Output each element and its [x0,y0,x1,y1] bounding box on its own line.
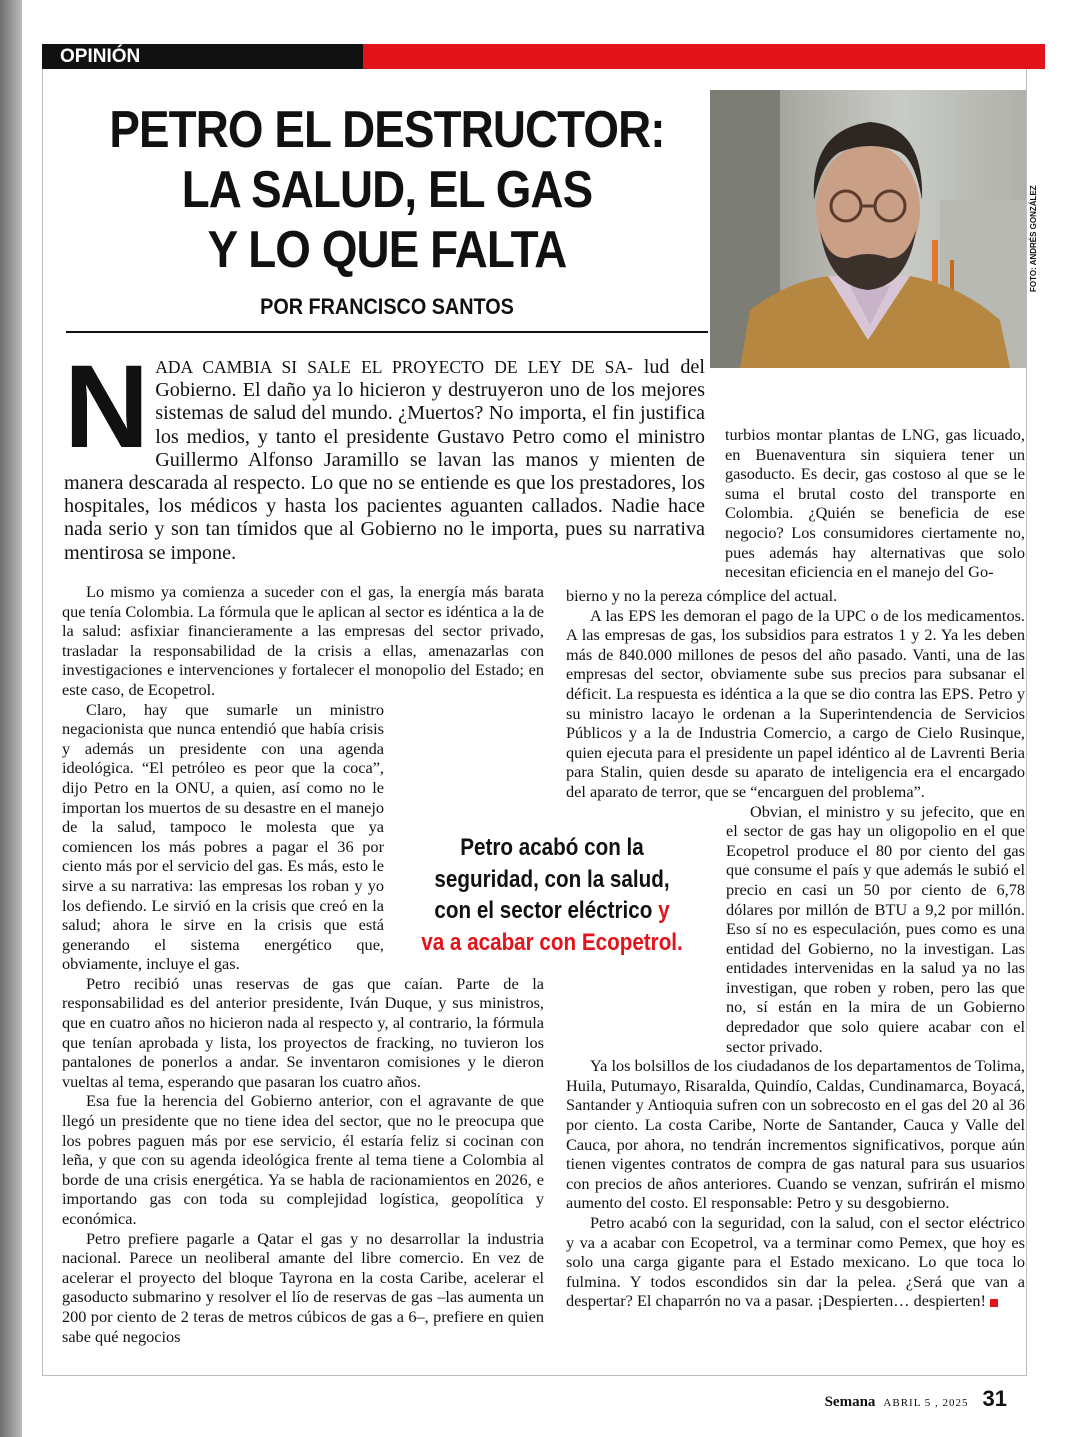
lead-text: lud del Gobierno. El daño ya lo hicieron y destruyeron uno de los mejores sistemas de salud del mundo. ¿Muertos? No importa, el fin justifica los medios, y tanto el presidente Gustavo Petro como el ministro Guillermo Alfonso Jaramillo se lavan las manos y mienten de manera descarada al respecto. Lo que no se entiende es que los prestadores, los hospitales, los médicos y hasta los pacientes aguanten callados. Nadie hace nada serio y son tan tímidos que al Gobierno no le importa, pues su narrativa mentirosa se impone. [64,356,706,564]
lead-small-caps: ADA CAMBIA SI SALE EL PROYECTO DE LEY DE SA- [155,357,633,377]
col1-paragraph-2: Claro, hay que sumarle un ministro negacionista que nunca entendió que había crisis y además un presidente con una agenda ideológica. “El petróleo es peor que la coca”, dijo Petro en la ONU, a quien, así como no le importan los muertos de su desastre en el manejo de la salud, tampoco le molesta que ya comiencen los más pobres a pagar el 36 por ciento más por el servicio del gas. Es más, esto le sirve a su narrativa: las empresas los roban y yo los defiendo. Le sirvió en la crisis que creó en la salud; ahora le sirve en la crisis que está generando el sistema energético que, obviamente, incluye el gas. [62,699,384,974]
magazine-page [22,0,1077,1437]
lead-paragraph [64,341,706,565]
col2-paragraph-2: Obvian, el ministro y su jefecito, que en el sector de gas hay un oligopolio en el que Ecopetrol produce el 80 por ciento del gas que consume el país y que además le subió el precio en casi un 50 por ciento de 6,78 dólares por millón de BTU a 9,2 por millón. Eso sí no es especulación, pues como es una entidad del Gobierno, no la investigan. Las entidades intervenidas en la salud ya no las investigan, que roben y roben, pero las que no, sí están en la mira de un Gobierno depredador que solo quiere acabar con el sector privado. [726,801,1025,1056]
column-2 [566,586,1025,1311]
section-header-bar [42,44,1045,69]
col2-paragraph-4-text: Petro acabó con la seguridad, con la salud, con el sector eléctrico y va a acabar con Ecopetrol, va a terminar como Pemex, que hoy es solo una carga gigante para el Estado mexicano. Lo que toca lo fulmina. Y todos escondidos sin dar la pelea. ¿Será que van a despertar? El chaparrón no va a pasar. ¡Despierten… despierten! [566,1213,1025,1311]
column-2-top: turbios montar plantas de LNG, gas licuado, en Buenaventura sin siquiera tener un gasoducto. Es decir, gas costoso al que se le suma el brutal costo del transporte en Colombia. ¿Quién se beneficia de ese negocio? Los consumidores ciertamente no, pues además hay alternativas que solo necesitan eficiencia en el manejo del Go- [725,425,1025,582]
section-accent-bar [363,44,1045,69]
page-footer [825,1386,1007,1412]
col1-paragraph-5: Petro prefiere pagarle a Qatar el gas y no desarrollar la industria nacional. Parece un neoliberal amante del libre comercio. En vez de acelerar el proyecto del bloque Tayrona en la costa Caribe, acelerar el gasoducto submarino y resolver el lío de reservas de gas –las aumenta un 200 por ciento de 2 teras de metros cúbicos de gas a 6–, prefiere en quien sabe qué negocios [62,1228,544,1346]
drop-cap: N [64,341,150,473]
pull-quote-line-1: Petro acabó con la [460,834,644,861]
magazine-name: Semana [824,1394,876,1410]
headline-rule [66,331,708,333]
page-number: 31 [982,1386,1007,1411]
end-mark-icon [990,1299,998,1307]
author-photo [710,90,1026,368]
pull-quote-line-2: seguridad, con la salud, [434,865,670,893]
byline: POR FRANCISCO SANTOS [260,294,514,319]
headline-line-3: Y LO QUE FALTA [207,221,567,279]
col2-paragraph-3: Ya los bolsillos de los ciudadanos de los departamentos de Tolima, Huila, Putumayo, Risaralda, Quindío, Caldas, Cundinamarca, Boyacá, Santander y Antioquia sufren con un sobrecosto en el gas del 20 al 36 por ciento. La costa Caribe, Norte de Santander, Cauca y Valle del Cauca, por ahora, no tendrán incrementos significativos, porque aún tienen vigentes contratos de compra de gas natural para sus usuarios con precios de años anteriores. Cuando se venzan, sufrirán el mismo aumento del costo. El responsable: Petro y su desgobierno. [566,1056,1025,1213]
headline-line-1: PETRO EL DESTRUCTOR: [109,101,665,159]
article-headline [101,100,673,280]
section-label: OPINIÓN [42,44,363,69]
photo-credit: FOTO: ANDRÉS GONZÁLEZ [1029,185,1038,292]
col2-paragraph-4 [566,1213,1025,1311]
col1-paragraph-4: Esa fue la herencia del Gobierno anterior, con el agravante de que llegó un presidente que no tiene idea del sector, que no le preocupa que los pobres paguen más por ese servicio, él estaría feliz si cocinan con leña, y que con su agenda ideológica frente al tema tiene a Colombia al borde de una crisis energética. Ya se habla de racionamientos en 2026, e importando gas con toda su complejidad logística, geopolítica y económica. [62,1091,544,1228]
col1-paragraph-3: Petro recibió unas reservas de gas que caían. Parte de la responsabilidad es del anterior presidente, Iván Duque, y sus ministros, que en cuatro años no hicieron nada al respecto y, al contrario, la fórmula que tenían aprobada y lista, los proyectos de fracking, no tuvieron los pantalones de ponerlos a andar. Se inventaron comisiones y le dieron vueltas al tema, esperando que pasaran los cuatro años. [62,973,544,1091]
col1-paragraph-1: Lo mismo ya comienza a suceder con el gas, la energía más barata que tenía Colombia. La fórmula que le aplican al sector es idéntica a la de la salud: asfixiar financieramente a las empresas del sector privado, trasladar la responsabilidad de la crisis a ellas, amenazarlas con investigaciones e intervenciones y fortalecer el monopolio del Estado; en este caso, de Ecopetrol. [62,582,544,699]
issue-date: ABRIL 5 , 2025 [883,1397,969,1409]
column-1 [62,582,544,1346]
pull-quote-line-3-accent: y [658,897,670,924]
col2-paragraph-0: bierno y no la pereza cómplice del actual. [566,586,838,605]
col2-paragraph-1: A las EPS les demoran el pago de la UPC o de los medicamentos. A las empresas de gas, los subsidios para estratos 1 y 2. Ya les deben más de 840.000 millones de pesos del año pasado. Vanti, una de las empresas del sector, obviamente sube sus precios para subsanar el déficit. La respuesta es idéntica a la que se dio contra las EPS. Petro y su ministro lacayo le ordenan a la Superintendencia de Servicios Públicos y a la de Industria Comercio, a cargo de Cielo Rusinque, quien ejecuta para el presidente un papel idéntico al de Lavrenti Beria para Stalin, quien desde su aparato de inteligencia era el encargado del aparato de terror, que se “encarguen del problema”. [566,605,1025,801]
pull-quote-line-4: va a acabar con Ecopetrol. [421,928,683,956]
pull-quote-line-3-text: con el sector eléctrico [434,897,653,924]
author-portrait-image [710,90,1026,368]
headline-line-2: LA SALUD, EL GAS [181,161,593,219]
